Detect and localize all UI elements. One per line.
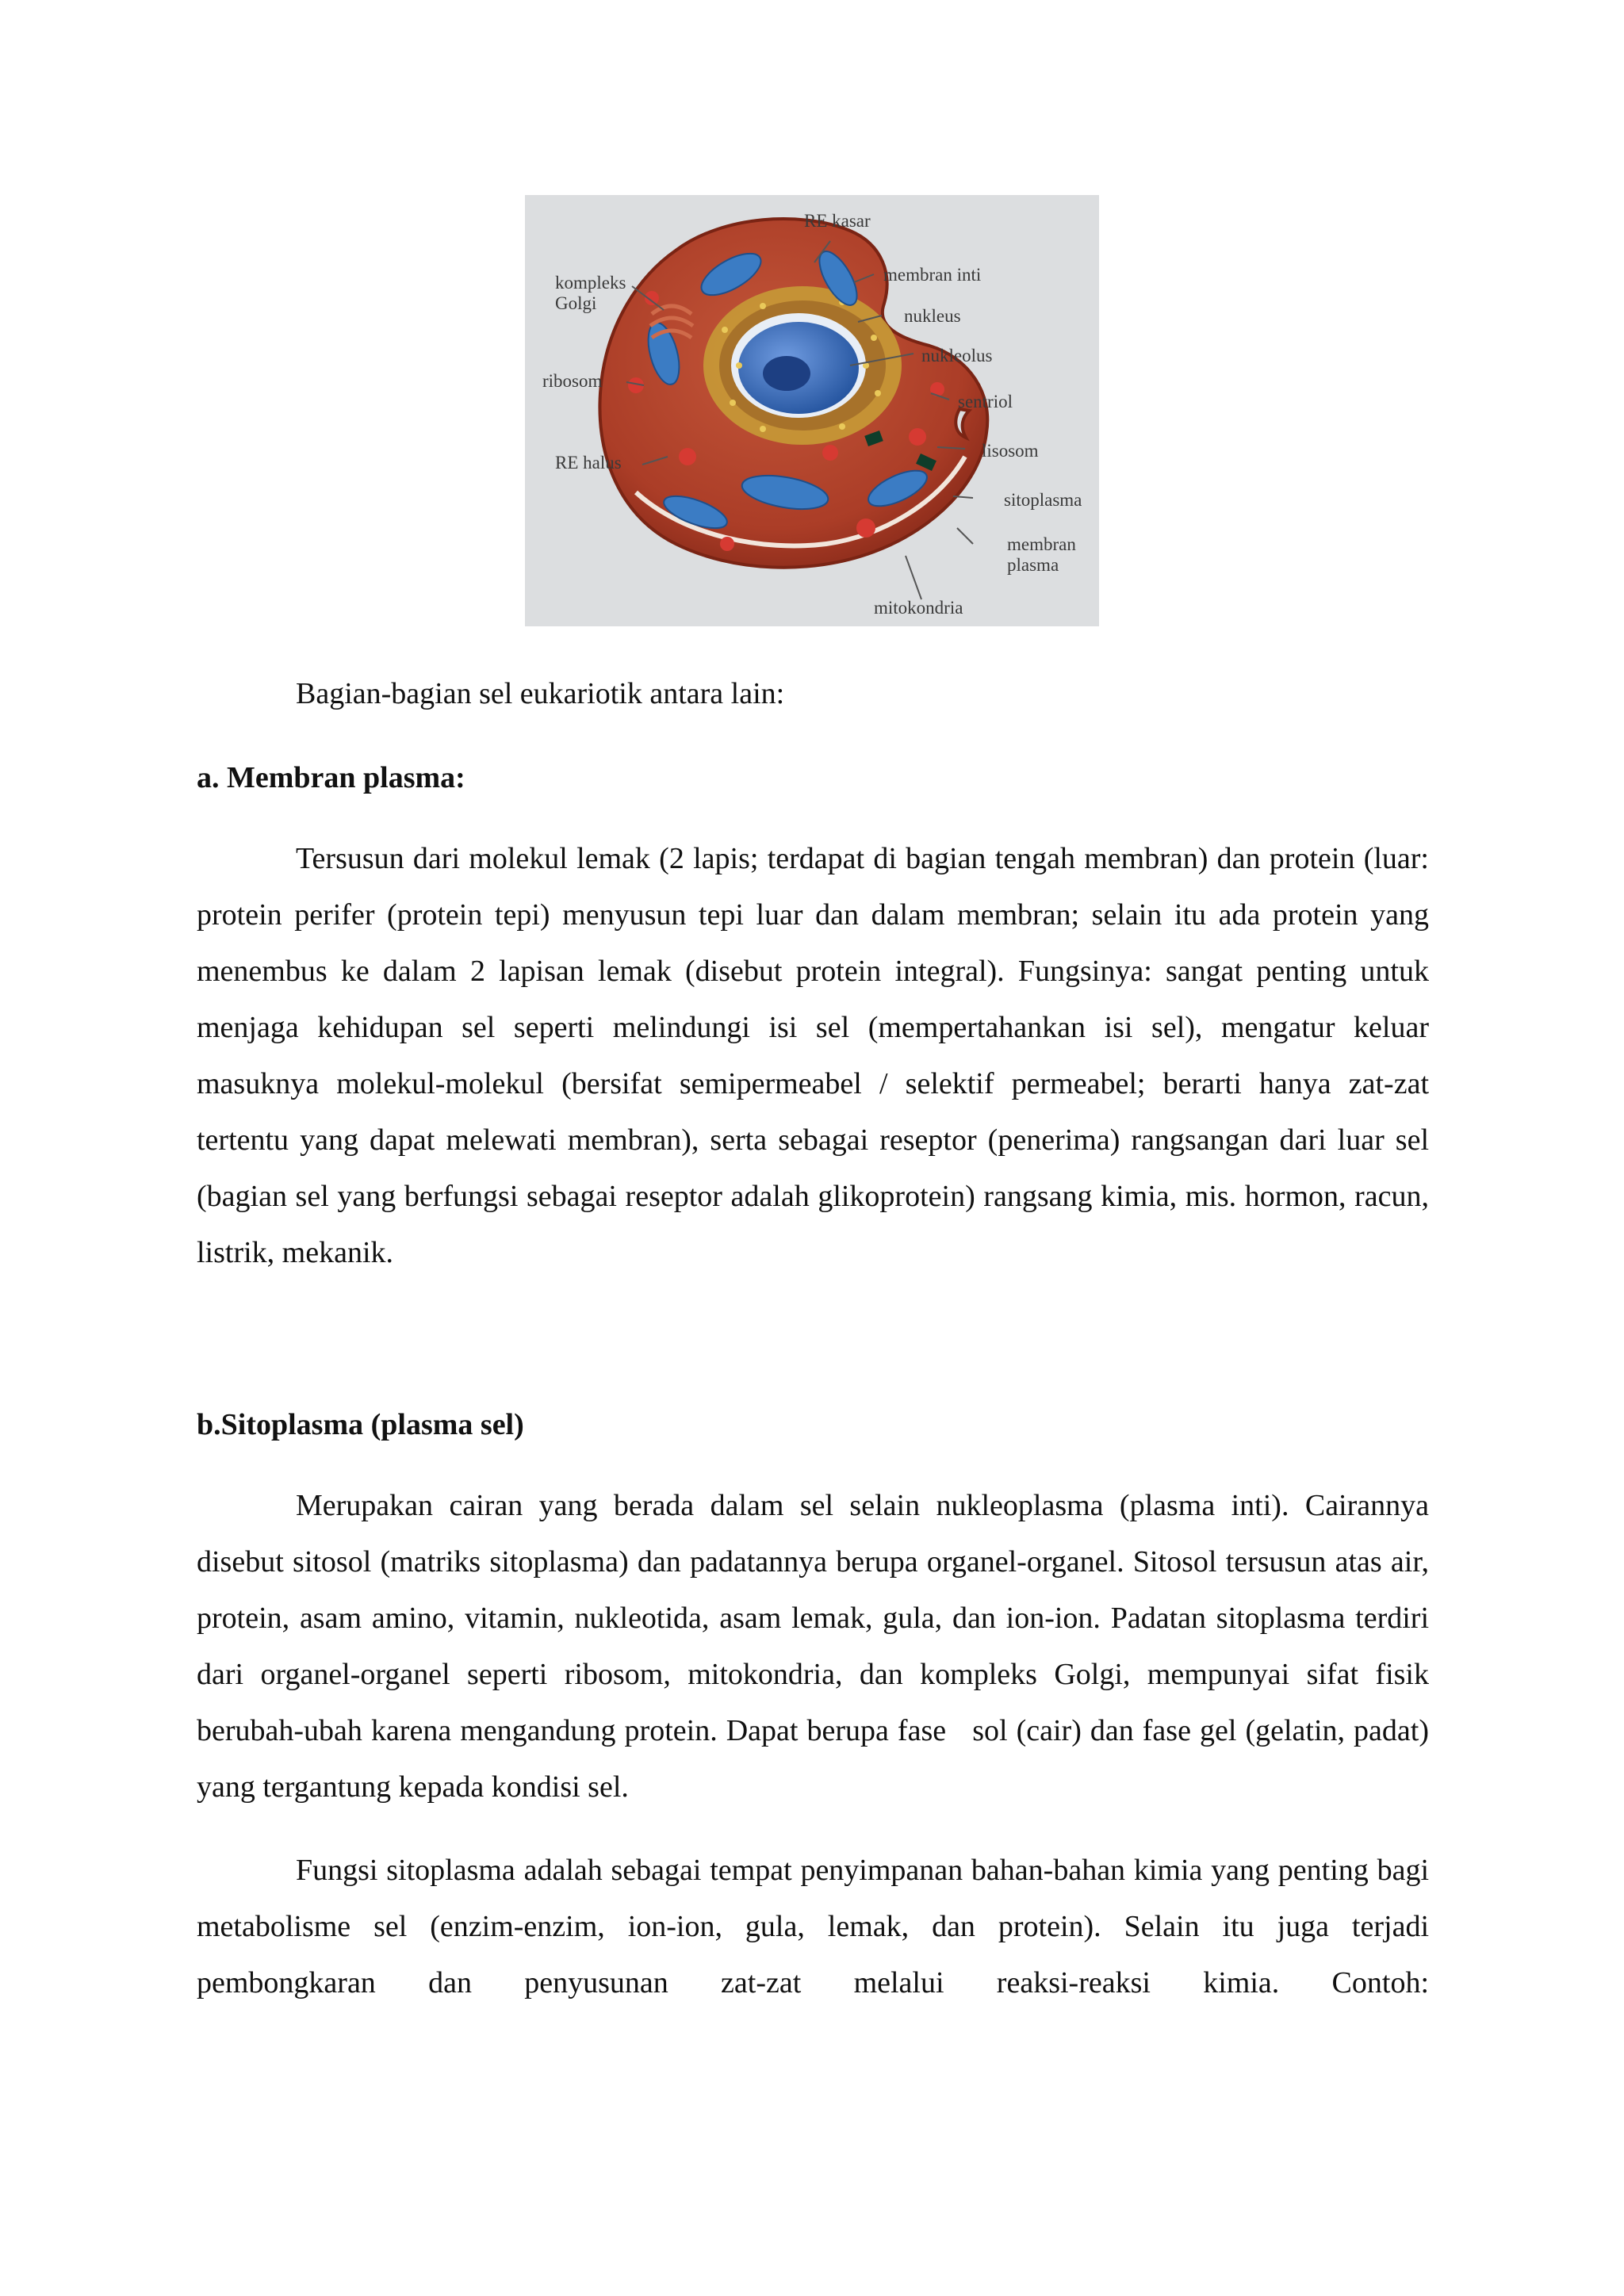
label-membran-inti: membran inti [883, 265, 982, 285]
label-nukleus: nukleus [904, 306, 961, 326]
label-lisosom: lisosom [982, 441, 1039, 461]
paragraph-membran-plasma: Tersusun dari molekul lemak (2 lapis; terdapat di bagian tengah membran) dan protein (luar: protein perifer (protein tepi) menyusun tepi luar dan dalam membran; selain itu ada protein yang menembus ke dalam 2 lapisan lemak (disebut protein integral). Fungsinya: sangat penting untuk menjaga kehidupan sel seperti melindungi isi sel (mempertahankan isi sel), mengatur keluar masuknya molekul-molekul (bersifat semipermeabel / selektif permeabel; berarti hanya zat-zat tertentu yang dapat melewati membran), serta sebagai reseptor (penerima) rangsangan dari luar sel (bagian sel yang berfungsi sebagai reseptor adalah glikoprotein) rangsang kimia, mis. hormon, racun, listrik, mekanik. [197, 842, 1429, 1269]
label-re-kasar: RE kasar [804, 211, 871, 231]
intro-text: Bagian-bagian sel eukariotik antara lain: [296, 677, 785, 710]
label-membran-plasma: membran plasma [1007, 534, 1076, 575]
label-re-halus: RE halus [555, 453, 622, 473]
label-kompleks-golgi: kompleks Golgi [555, 273, 626, 313]
paragraph-sitoplasma-2: Fungsi sitoplasma adalah sebagai tempat penyimpanan bahan-bahan kimia yang penting bagi metabolisme sel (enzim-enzim, ion-ion, gula, lemak, dan protein). Selain itu juga terjadi pembongkaran dan penyusunan zat-zat melalui reaksi-reaksi kimia. Contoh: [197, 1854, 1429, 1999]
label-sentriol: sentriol [958, 392, 1013, 411]
eukaryotic-cell-figure [525, 195, 1099, 626]
label-nukleolus: nukleolus [921, 346, 993, 365]
nucleolus [763, 356, 810, 391]
heading-membran-plasma: a. Membran plasma: [197, 761, 465, 794]
label-ribosom: ribosom [542, 371, 603, 391]
paragraph-sitoplasma-1: Merupakan cairan yang berada dalam sel selain nukleoplasma (plasma inti). Cairannya disebut sitosol (matriks sitoplasma) dan padatannya berupa organel-organel. Sitosol tersusun atas air, protein, asam amino, vitamin, nukleotida, asam lemak, gula, dan ion-ion. Padatan sitoplasma terdiri dari organel-organel seperti ribosom, mitokondria, dan kompleks Golgi, mempunyai sifat fisik berubah-ubah karena mengandung protein. Dapat berupa fase sol (cair) dan fase gel (gelatin, padat) yang tergantung kepada kondisi sel. [197, 1489, 1437, 1804]
heading-sitoplasma: b.Sitoplasma (plasma sel) [197, 1408, 524, 1441]
label-sitoplasma: sitoplasma [1004, 490, 1082, 510]
label-mitokondria: mitokondria [874, 598, 963, 618]
